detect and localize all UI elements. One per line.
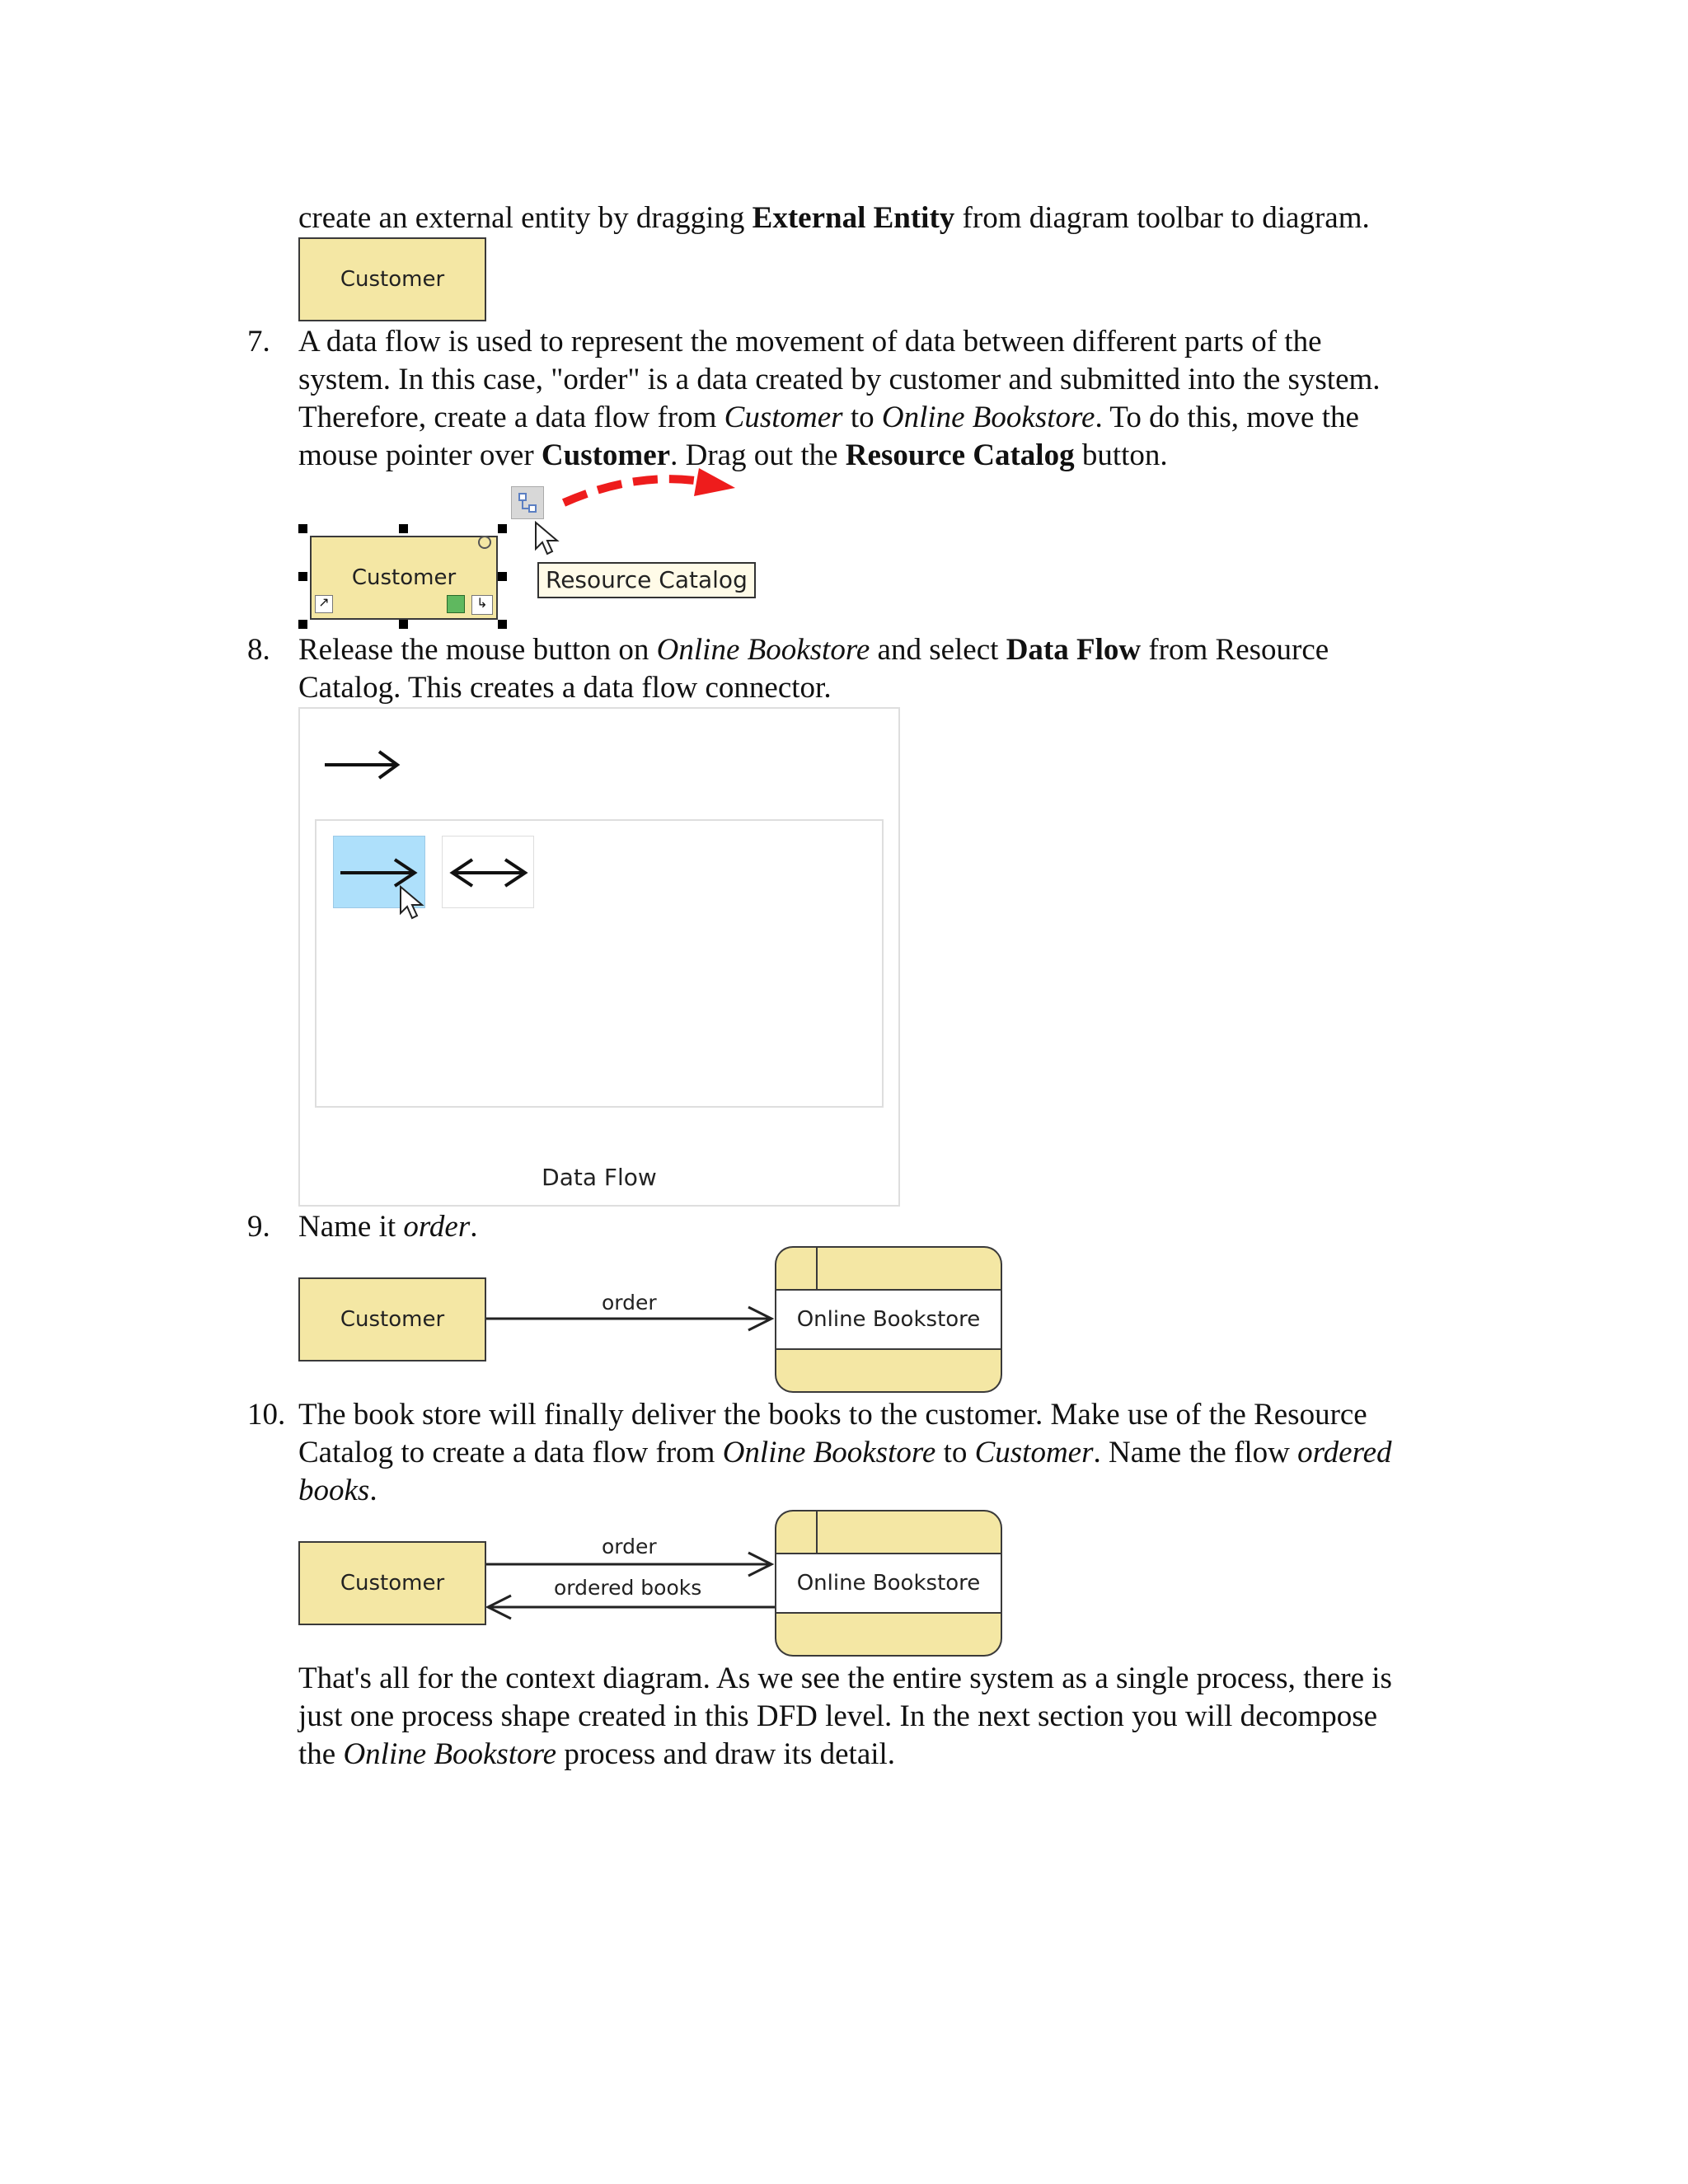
shortcut-arrow-icon[interactable]: ↗	[315, 595, 333, 613]
italic-online-bookstore: Online Bookstore	[343, 1737, 557, 1771]
process-id-divider	[816, 1248, 818, 1289]
bold-data-flow: Data Flow	[1006, 633, 1142, 667]
entity-label: Customer	[340, 1571, 445, 1596]
text: process and draw its detail.	[556, 1737, 896, 1771]
intro-text-end: from diagram toolbar to diagram.	[954, 201, 1370, 235]
connector-preview-icon	[321, 745, 404, 786]
resource-catalog-tooltip	[537, 562, 756, 598]
process-header	[775, 1510, 1002, 1553]
customer-entity-fig1[interactable]	[298, 237, 486, 321]
order-flow-label: order	[602, 1291, 657, 1315]
process-header	[775, 1246, 1002, 1289]
sub-diagram-icon[interactable]	[447, 595, 465, 613]
text: the	[298, 1737, 344, 1771]
mouse-cursor-icon	[534, 521, 562, 559]
catalog-caption: Data Flow	[542, 1164, 657, 1191]
resource-catalog-icon	[512, 487, 543, 518]
text: Therefore, create a data flow from	[298, 401, 724, 434]
resource-catalog-button[interactable]	[511, 486, 544, 519]
italic-books: books	[298, 1474, 370, 1507]
text: mouse pointer over	[298, 438, 542, 472]
text: Catalog to create a data flow from	[298, 1436, 723, 1469]
selection-handle[interactable]	[399, 524, 408, 533]
italic-ordered: ordered	[1297, 1436, 1392, 1469]
online-bookstore-process-fig5[interactable]	[775, 1510, 1002, 1657]
bidirectional-flow-option[interactable]	[442, 836, 534, 908]
selection-handle[interactable]	[298, 524, 307, 533]
transition-icon[interactable]: ↳	[471, 595, 493, 615]
bold-resource-catalog: Resource Catalog	[845, 438, 1075, 472]
text: . Name the flow	[1093, 1436, 1298, 1469]
step-10-line-1: The book store will finally deliver the books to the customer. Make use of the Resource	[298, 1398, 1367, 1432]
italic-online-bookstore: Online Bookstore	[881, 401, 1095, 434]
step-10-line-2	[298, 1434, 1392, 1472]
text: Release the mouse button on	[298, 633, 657, 667]
step-7-line-3	[298, 399, 1359, 437]
order-flow-label: order	[602, 1535, 657, 1558]
closing-line-1: That's all for the context diagram. As we see the entire system as a single process, there is	[298, 1661, 1392, 1695]
process-label: Online Bookstore	[796, 1571, 981, 1596]
intro-paragraph	[298, 199, 1370, 237]
step-7-line-2: system. In this case, "order" is a data created by customer and submitted into the system.	[298, 363, 1381, 396]
bold-customer: Customer	[541, 438, 671, 472]
selection-handle[interactable]	[399, 620, 408, 629]
entity-label: Customer	[351, 565, 457, 590]
italic-online-bookstore: Online Bookstore	[722, 1436, 936, 1469]
intro-text: create an external entity by dragging	[298, 201, 753, 235]
process-footer	[775, 1614, 1002, 1657]
step-7-line-1: A data flow is used to represent the movement of data between different parts of the	[298, 325, 1322, 359]
entity-label: Customer	[340, 1307, 445, 1332]
arrow-both-icon	[443, 837, 535, 909]
text: .	[470, 1210, 478, 1244]
text: to	[935, 1436, 975, 1469]
step-8-line-2: Catalog. This creates a data flow connector.	[298, 671, 832, 705]
step-9-line	[298, 1208, 478, 1246]
selection-handle[interactable]	[298, 572, 307, 581]
selection-handle[interactable]	[298, 620, 307, 629]
text: . Drag out the	[670, 438, 846, 472]
process-name	[775, 1289, 1002, 1350]
online-bookstore-process-fig4[interactable]	[775, 1246, 1002, 1393]
customer-entity-fig5[interactable]	[298, 1541, 486, 1625]
italic-customer: Customer	[724, 401, 843, 434]
closing-line-3	[298, 1736, 895, 1774]
process-id-divider	[816, 1511, 818, 1553]
step-9-number: 9.	[247, 1210, 270, 1244]
italic-online-bookstore: Online Bookstore	[656, 633, 870, 667]
italic-order: order	[403, 1210, 471, 1244]
search-icon[interactable]	[478, 536, 491, 549]
closing-line-2: just one process shape created in this DFD level. In the next section you will decompose	[298, 1699, 1378, 1733]
process-name	[775, 1553, 1002, 1614]
step-8-number: 8.	[247, 633, 270, 667]
customer-entity-fig4[interactable]	[298, 1277, 486, 1361]
italic-customer: Customer	[974, 1436, 1094, 1469]
customer-entity-selected[interactable]	[310, 536, 498, 620]
resource-catalog-panel	[298, 707, 900, 1207]
text: . To do this, move the	[1095, 401, 1359, 434]
catalog-inner-box	[315, 819, 884, 1108]
ordered-books-flow-label: ordered books	[554, 1576, 702, 1600]
mouse-cursor-icon	[399, 885, 427, 923]
text: button.	[1074, 438, 1168, 472]
process-label: Online Bookstore	[796, 1307, 981, 1332]
drag-direction-arrow	[560, 466, 742, 516]
tooltip-text: Resource Catalog	[546, 566, 748, 593]
step-7-number: 7.	[247, 325, 270, 359]
intro-bold: External Entity	[752, 201, 955, 235]
step-8-line-1	[298, 631, 1329, 669]
selection-handle[interactable]	[498, 620, 507, 629]
process-footer	[775, 1350, 1002, 1393]
text: Name it	[298, 1210, 404, 1244]
step-10-line-3	[298, 1472, 377, 1510]
selection-handle[interactable]	[498, 524, 507, 533]
entity-label: Customer	[340, 267, 445, 292]
text: and select	[870, 633, 1006, 667]
step-10-number: 10.	[247, 1398, 286, 1432]
text: .	[369, 1474, 377, 1507]
selection-handle[interactable]	[498, 572, 507, 581]
text: from Resource	[1141, 633, 1329, 667]
text: to	[842, 401, 882, 434]
